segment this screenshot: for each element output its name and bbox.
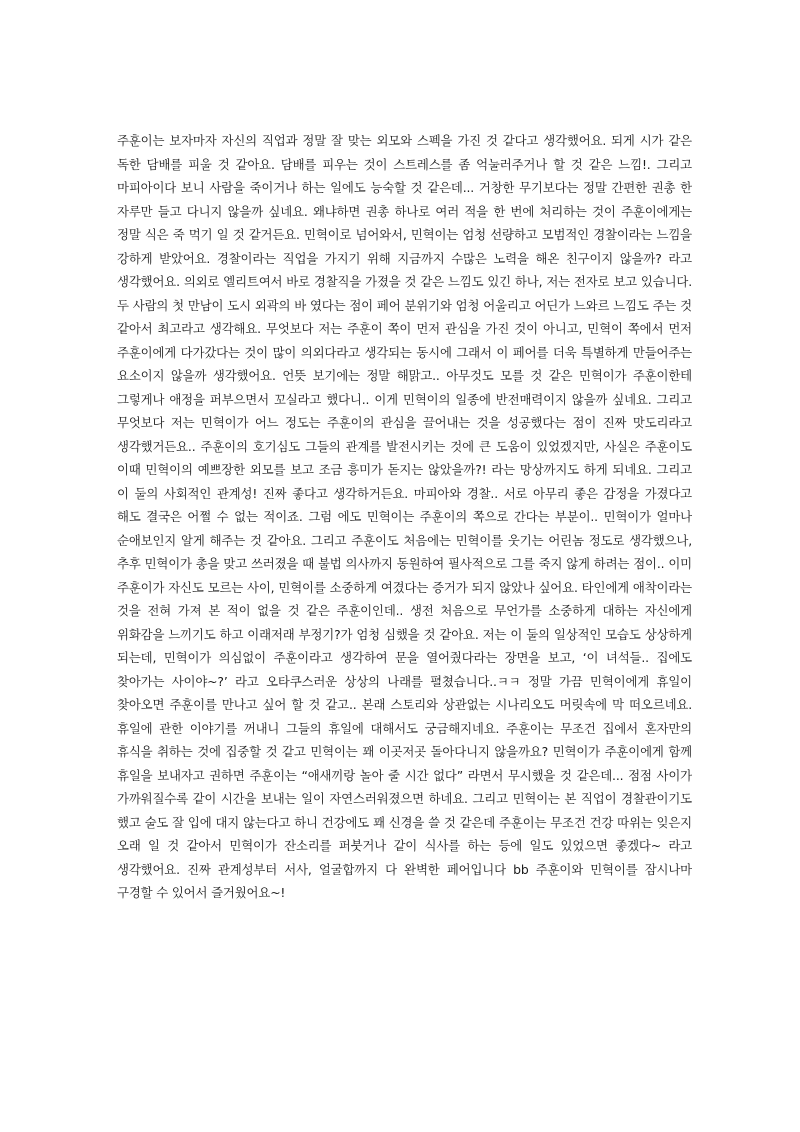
review-paragraph: 주훈이는 보자마자 자신의 직업과 정말 잘 맞는 외모와 스펙을 가진 것 같다고 생각했어요. 되게 시가 같은 독한 담배를 피울 것 같아요. 담배를 피우는 것이 스트레스를 좀 억눌러주거나 할 것 같은 느낌!. 그리고 마피아이다 보니 사람을 죽이거나 하는 일에도 능숙할 것 같은데... 거창한 무기보다는 정말 간편한 권총 한 자루만 들고 다니지 않을까 싶네요. 왜냐하면 권총 하나로 여러 적을 한 번에 처리하는 것이 주훈이에게는 정말 식은 죽 먹기 일 것 같거든요. 민혁이로 넘어와서, 민혁이는 엄청 선량하고 모범적인 경찰이라는 느낌을 강하게 받았어요. 경찰이라는 직업을 가지기 위해 지금까지 수많은 노력을 해온 친구이지 않을까? 라고 생각했어요. 의외로 엘리트여서 바로 경찰직을 가졌을 것 같은 느낌도 있긴 하나, 저는 전자로 보고 있습니다. 두 사람의 첫 만남이 도시 외곽의 바 였다는 점이 페어 분위기와 엄청 어울리고 어딘가 느와르 느낌도 주는 것 같아서 최고라고 생각해요. 무엇보다 저는 주훈이 쪽이 먼저 관심을 가진 것이 아니고, 민혁이 쪽에서 먼저 주훈이에게 다가갔다는 것이 많이 의외다라고 생각되는 동시에 그래서 이 페어를 더욱 특별하게 만들어주는 요소이지 않을까 생각했어요. 언뜻 보기에는 정말 해맑고.. 아무것도 모를 것 같은 민혁이가 주훈이한테 그렇게나 애정을 퍼부으면서 꼬실라고 했다니.. 이게 민혁이의 일종에 반전매력이지 않을까 싶네요. 그리고 무엇보다 저는 민혁이가 어느 정도는 주훈이의 관심을 끌어내는 것을 성공했다는 점이 진짜 맛도리라고 생각했거든요.. 주훈이의 호기심도 그들의 관계를 발전시키는 것에 큰 도움이 있었겠지만, 사실은 주훈이도 이때 민혁이의 예쁘장한 외모를 보고 조금 흥미가 돋지는 않았을까?! 라는 망상까지도 하게 되네요. 그리고 이 둘의 사회적인 관계성! 진짜 좋다고 생각하거든요. 마피아와 경찰.. 서로 아무리 좋은 감정을 가졌다고 해도 결국은 어쩔 수 없는 적이죠. 그럼 에도 민혁이는 주훈이의 쪽으로 간다는 부분이.. 민혁이가 얼마나 순애보인지 알게 해주는 것 같아요. 그리고 주훈이도 처음에는 민혁이를 웃기는 어린놈 정도로 생각했으나, 추후 민혁이가 총을 맞고 쓰러졌을 때 불법 의사까지 동원하여 필사적으로 그를 죽지 않게 하려는 점이.. 이미 주훈이가 자신도 모르는 사이, 민혁이를 소중하게 여겼다는 증거가 되지 않았나 싶어요. 타인에게 애착이라는 것을 전혀 가져 본 적이 없을 것 같은 주훈이인데.. 생전 처음으로 무언가를 소중하게 대하는 자신에게 위화감을 느끼기도 하고 이래저래 부정기?가 엄청 심했을 것 같아요. 저는 이 둘의 일상적인 모습도 상상하게 되는데, 민혁이가 의심없이 주훈이라고 생각하여 문을 열어줬다라는 장면을 보고, ‘이 녀석들.. 집에도 찾아가는 사이야~?’ 라고 오타쿠스러운 상상의 나래를 펼쳤습니다..ㅋㅋ 정말 가끔 민혁이에게 휴일이 찾아오면 주훈이를 만나고 싶어 할 것 같고.. 본래 스토리와 상관없는 시나리오도 머릿속에 막 떠오르네요. 휴일에 관한 이야기를 꺼내니 그들의 휴일에 대해서도 궁금해지네요. 주훈이는 무조건 집에서 혼자만의 휴식을 취하는 것에 집중할 것 같고 민혁이는 꽤 이곳저곳 돌아다니지 않을까요? 민혁이가 주훈이에게 함께 휴일을 보내자고 권하면 주훈이는 “애새끼랑 놀아 줄 시간 없다” 라면서 무시했을 것 같은데... 점점 사이가 가까워질수록 같이 시간을 보내는 일이 자연스러워졌으면 하네요. 그리고 민혁이는 본 직업이 경찰관이기도 했고 술도 잘 입에 대지 않는다고 하니 건강에도 꽤 신경을 쓸 것 같은데 주훈이는 무조건 건강 따위는 잊은지 오래 일 것 같아서 민혁이가 잔소리를 퍼붓거나 같이 식사를 하는 등에 일도 있었으면 좋겠다~ 라고 생각했어요. 진짜 관계성부터 서사, 얼굴합까지 다 완벽한 페어입니다 bb 주훈이와 민혁이를 잠시나마 구경할 수 있어서 즐거웠어요~!: [117, 133, 692, 900]
